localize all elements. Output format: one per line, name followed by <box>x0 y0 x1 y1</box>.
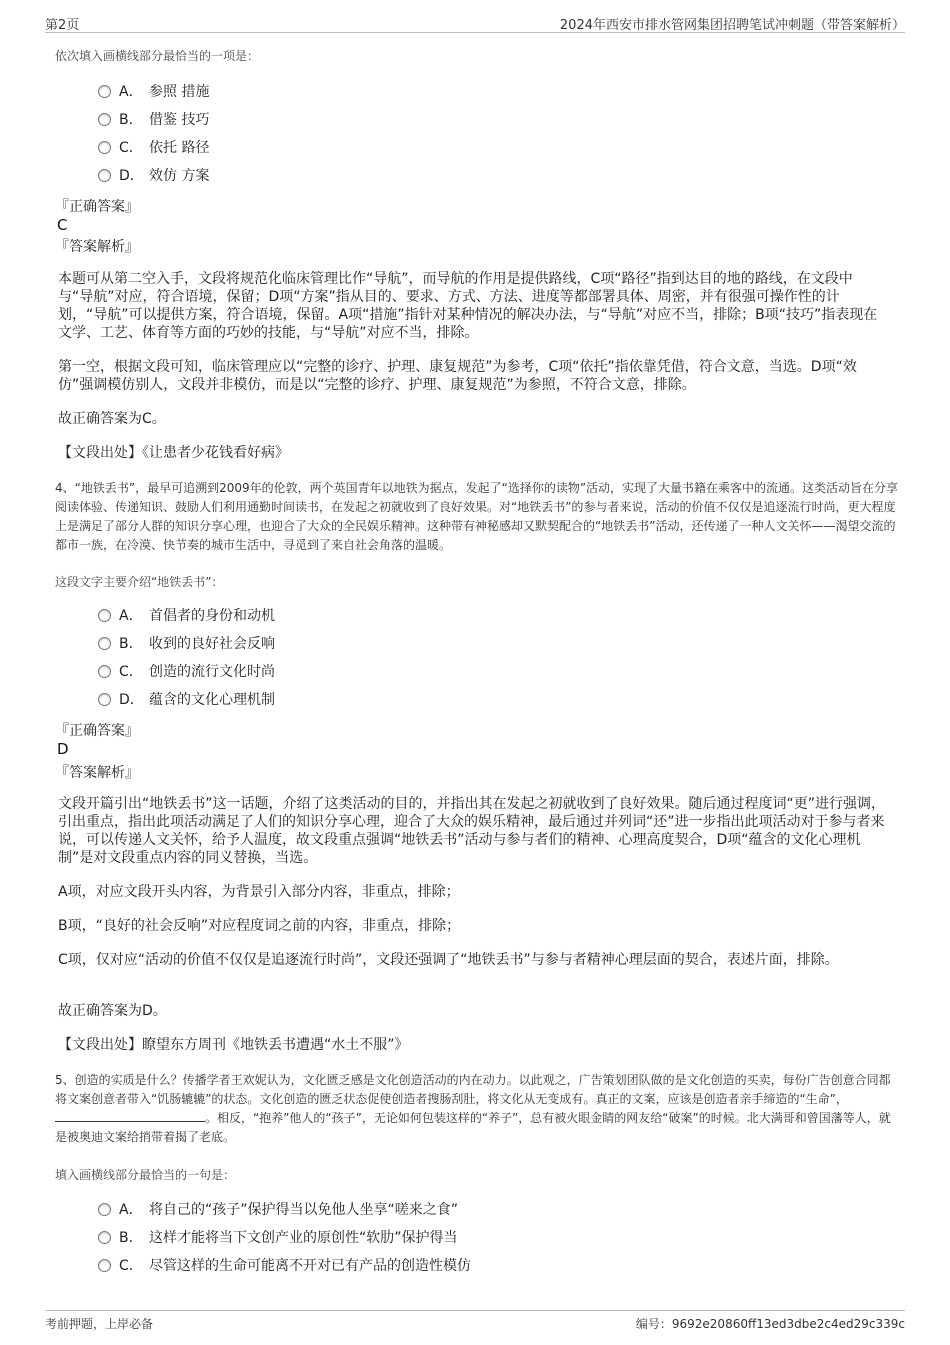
q4-option-c[interactable]: C． 创造的流行文化时尚 <box>98 662 275 682</box>
radio-icon[interactable] <box>98 665 111 678</box>
q4-option-b[interactable]: B． 收到的良好社会反响 <box>98 634 275 654</box>
q3-analysis-p1: 本题可从第二空入手，文段将规范化临床管理比作“导航”，而导航的作用是提供路线，C项“路径”指到达目的地的路线，在文段中与“导航”对应，符合语境，保留；D项“方案”指从目的、要求、方式、方法、进度等都部署具体、周密，并有很强可操作性的计划，“导航”可以提供方案，符合语境，保留。A项“措施”指针对某种情况的解决办法，与“导航”对应不当，排除；B项“技巧”指表现在文学、工艺、体育等方面的巧妙的技能，与“导航”对应不当，排除。 <box>58 271 878 341</box>
q5-option-a[interactable]: A． 将自己的“孩子”保护得当以免他人坐享“嗟来之食” <box>98 1200 458 1220</box>
q3-option-b[interactable]: B． 借鉴 技巧 <box>98 110 209 130</box>
q4-analysis-heading: 『答案解析』 <box>55 765 139 781</box>
radio-icon[interactable] <box>98 609 111 622</box>
page-number: 第2页 <box>45 18 80 33</box>
radio-icon[interactable] <box>98 85 111 98</box>
q3-analysis-p2: 第一空，根据文段可知，临床管理应以“完整的诊疗、护理、康复规范”为参考，C项“依托”指依靠凭借，符合文意，当选。D项“效仿”强调模仿别人，文段并非模仿，而是以“完整的诊疗、护理、康复规范”为参照，不符合文意，排除。 <box>58 359 857 393</box>
q4-analysis-p4: C项，仅对应“活动的价值不仅仅是追逐流行时尚”，文段还强调了“地铁丢书”与参与者精神心理层面的契合，表述片面，排除。 <box>58 952 839 968</box>
q5-prompt: 填入画横线部分最恰当的一句是： <box>55 1168 236 1182</box>
radio-icon[interactable] <box>98 1231 111 1244</box>
footer-slogan: 考前押题，上岸必备 <box>45 1317 154 1331</box>
radio-icon[interactable] <box>98 141 111 154</box>
q3-analysis-heading: 『答案解析』 <box>55 239 139 255</box>
page-header <box>45 12 905 33</box>
q3-analysis-p3: 故正确答案为C。 <box>58 411 166 427</box>
q4-prompt: 这段文字主要介绍“地铁丢书”： <box>55 575 224 589</box>
q3-option-d[interactable]: D． 效仿 方案 <box>98 166 209 186</box>
fill-blank <box>55 1109 205 1122</box>
radio-icon[interactable] <box>98 1203 111 1216</box>
q4-stem: 4、“地铁丢书”，最早可追溯到2009年的伦敦，两个英国青年以地铁为据点，发起了“选择你的读物”活动，实现了大量书籍在乘客中的流通。这类活动旨在分享阅读体验、传递知识、鼓励人们利用通勤时间读书，在发起之初就收到了良好效果。对“地铁丢书”的参与者来说，活动的价值不仅仅是追逐流行时尚，更大程度上是满足了部分人群的知识分享心理，也迎合了大众的全民娱乐精神。这种带有神秘感却又默契配合的“地铁丢书”活动，还传递了一种人文关怀——渴望交流的都市一族，在冷漠、快节奏的城市生活中，寻觅到了来自社会角落的温暖。 <box>55 481 899 552</box>
page-footer <box>45 1310 905 1331</box>
q3-answer-heading: 『正确答案』 <box>55 199 139 215</box>
q5-option-b[interactable]: B． 这样才能将当下文创产业的原创性“软肋”保护得当 <box>98 1228 458 1248</box>
radio-icon[interactable] <box>98 693 111 706</box>
q4-analysis-p3: B项，“良好的社会反响”对应程度词之前的内容，非重点，排除； <box>58 918 461 934</box>
q5-stem: 5、创造的实质是什么？传播学者王欢妮认为，文化匮乏感是文化创造活动的内在动力。以此观之，广告策划团队做的是文化创造的买卖，每份广告创意合同都将文案创意者带入“饥肠辘辘”的状态。文化创造的匮乏状态促使创造者搜肠刮肚，将文化从无变成有。真正的文案，应该是创造者亲手缔造的“生命”，。相反，“抱养”他人的“孩子”，无论如何包装这样的“养子”，总有被火眼金睛的网友给“破案”的时候。北大满哥和曾国藩等人，就是被奥迪文案给捎带着揭了老底。 <box>55 1073 891 1144</box>
radio-icon[interactable] <box>98 169 111 182</box>
q3-option-a[interactable]: A． 参照 措施 <box>98 82 209 102</box>
q4-answer-heading: 『正确答案』 <box>55 723 139 739</box>
document-id: 编号：9692e20860ff13ed3dbe2c4ed29c339c <box>635 1317 905 1331</box>
q4-answer: D <box>57 740 69 758</box>
q4-analysis-p2: A项，对应文段开头内容，为背景引入部分内容，非重点，排除； <box>58 884 460 900</box>
q4-source: 【文段出处】瞭望东方周刊《地铁丢书遭遇“水土不服”》 <box>58 1037 409 1053</box>
q5-option-c[interactable]: C． 尽管这样的生命可能离不开对已有产品的创造性模仿 <box>98 1256 471 1276</box>
q4-option-a[interactable]: A． 首倡者的身份和动机 <box>98 606 275 626</box>
q3-answer: C <box>57 216 68 234</box>
q3-source: 【文段出处】《让患者少花钱看好病》 <box>58 445 289 461</box>
radio-icon[interactable] <box>98 113 111 126</box>
document-title: 2024年西安市排水管网集团招聘笔试冲刺题（带答案解析） <box>559 18 905 33</box>
radio-icon[interactable] <box>98 637 111 650</box>
q4-analysis-p5: 故正确答案为D。 <box>58 1003 167 1019</box>
q3-option-c[interactable]: C． 依托 路径 <box>98 138 209 158</box>
q3-prompt: 依次填入画横线部分最恰当的一项是： <box>55 49 260 63</box>
q4-option-d[interactable]: D． 蕴含的文化心理机制 <box>98 690 275 710</box>
radio-icon[interactable] <box>98 1259 111 1272</box>
q4-analysis-p1: 文段开篇引出“地铁丢书”这一话题，介绍了这类活动的目的，并指出其在发起之初就收到了良好效果。随后通过程度词“更”进行强调，引出重点，指出此项活动满足了人们的知识分享心理，迎合了大众的娱乐精神，最后通过并列词“还”进一步指出此项活动对于参与者来说，可以传递人文关怀，给予人温度，故文段重点强调“地铁丢书”活动与参与者们的精神、心理高度契合，D项“蕴含的文化心理机制”是对文段重点内容的同义替换，当选。 <box>58 796 886 866</box>
